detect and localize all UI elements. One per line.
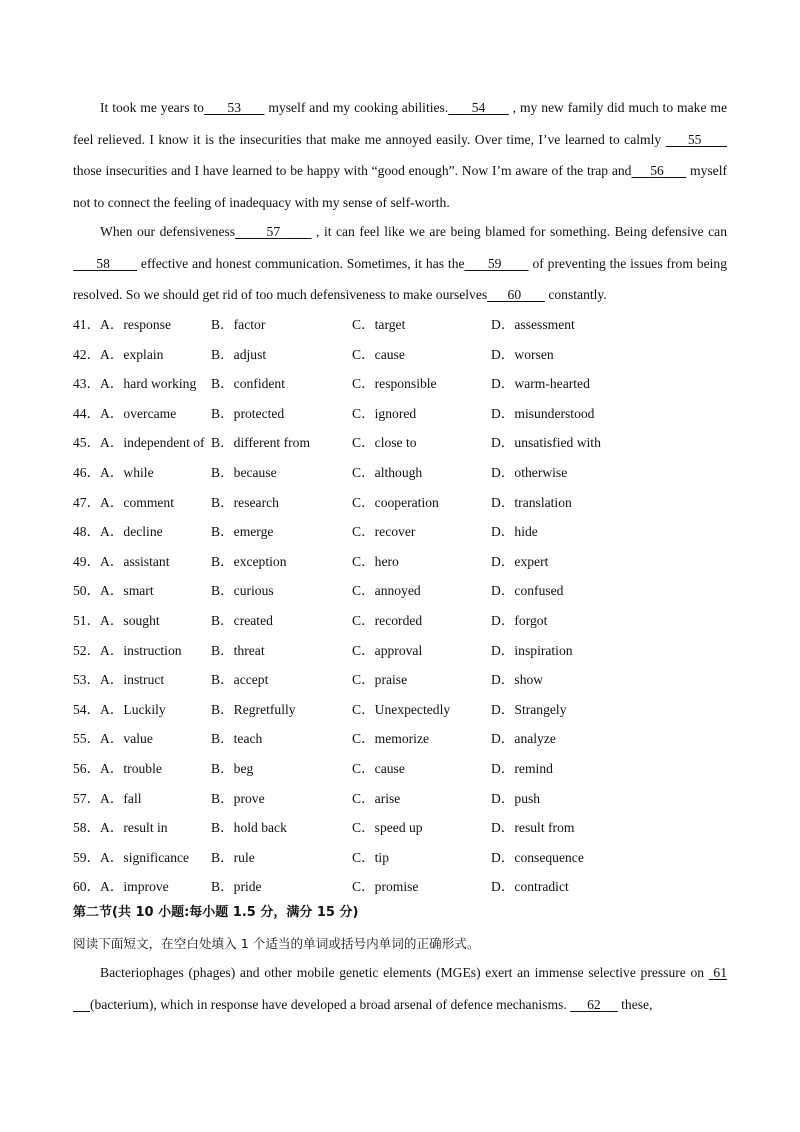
question-row-41 [73,310,727,340]
option-d: D．forgot [491,612,548,628]
question-row-60 [73,872,727,902]
option-a: A．instruct [100,672,165,688]
question-row-54 [73,695,727,725]
option-b: B．accept [211,672,269,688]
text-segment: (bacterium), which in response have developed a broad arsenal of defence mechanisms. [90,996,571,1012]
option-b: B．curious [211,583,274,599]
question-row-57 [73,784,727,814]
option-b: B．prove [211,790,265,806]
option-a: A．fall [100,790,142,806]
option-c: C．cause [352,346,405,362]
option-b: B．confident [211,376,285,392]
question-number: 50． [73,583,101,599]
text-segment: constantly. [544,287,607,303]
blank-59: 59 [487,255,502,271]
option-d: D．misunderstood [491,405,595,421]
option-a: A．response [100,317,171,332]
text-segment: myself and my cooking abilities. [264,100,449,115]
blank-57: 57 [266,224,281,239]
option-b: B．research [211,494,279,510]
option-b: B．pride [211,879,262,895]
option-c: C．recorded [352,612,423,628]
option-d: D．otherwise [491,464,568,480]
option-c: C．approval [352,642,423,658]
question-row-47 [73,488,727,518]
text-segment: myself not to connect the feeling of inadequacy with my sense of self-worth. [73,163,727,210]
option-b: B．emerge [211,524,274,540]
question-number: 46． [73,464,101,480]
text-segment: It took me years to [100,100,204,115]
question-number: 58． [73,820,101,836]
option-b: B．threat [211,642,265,658]
question-number: 56． [73,760,101,776]
option-d: D．confused [491,583,564,599]
question-row-53 [73,665,727,695]
blank-56: 56 [650,163,664,179]
option-d: D．consequence [491,849,584,865]
option-d: D．warm-hearted [491,376,590,392]
option-d: D．worsen [491,346,554,362]
option-d: D．inspiration [491,642,573,658]
question-row-48 [73,517,727,547]
option-b: B．exception [211,553,287,569]
option-a: A．improve [100,879,169,895]
question-number: 44． [73,405,101,421]
option-b: B．beg [211,760,254,776]
option-c: C．cause [352,760,405,776]
option-c: C．close to [352,435,417,451]
option-a: A．value [100,731,153,747]
text-segment: those insecurities and I have learned to be happy with “good enough”. Now I’m aware of the trap and [73,163,632,179]
option-b: B．Regretfully [211,701,296,717]
option-b: B．factor [211,317,266,332]
option-d: D．contradict [491,879,569,895]
option-b: B．adjust [211,346,267,362]
question-number: 41． [73,317,101,332]
question-row-59 [73,843,727,873]
options-list [73,310,727,902]
option-a: A．sought [100,612,160,628]
option-a: A．instruction [100,642,182,658]
option-c: C．Unexpectedly [352,701,451,717]
blank-54: 54 [471,100,486,115]
option-c: C．praise [352,672,408,688]
text-segment: Bacteriophages (phages) and other mobile genetic elements (MGEs) exert an immense selective pressure on [100,965,709,980]
option-a: A．hard working [100,376,197,392]
option-c: C．responsible [352,376,437,392]
option-c: C．annoyed [352,583,421,599]
option-a: A．smart [100,583,154,599]
option-d: D．push [491,790,541,806]
option-a: A．overcame [100,405,177,421]
option-d: D．assessment [491,317,575,332]
blank-55: 55 [687,131,702,147]
passage-paragraph-1 [73,92,727,218]
question-number: 59． [73,849,101,865]
option-d: D．Strangely [491,701,567,717]
question-number: 52． [73,642,101,658]
text-segment: When our defensiveness [100,224,236,239]
text-segment: these, [617,996,653,1012]
text-segment: , it can feel like we are being blamed for something. Being defensive can [311,224,727,239]
blank-53: 53 [227,100,242,115]
option-a: A．result in [100,820,168,836]
option-d: D．analyze [491,731,556,747]
passage-paragraph-3 [73,957,727,1020]
section-instruction: 阅读下面短文，在空白处填入 1 个适当的单词或括号内单词的正确形式。 [73,936,480,951]
question-number: 53． [73,672,101,688]
question-row-42 [73,340,727,370]
option-c: C．ignored [352,405,417,421]
question-row-45 [73,428,727,458]
option-a: A．while [100,464,154,480]
question-row-43 [73,369,727,399]
passage-paragraph-2 [73,216,727,311]
option-b: B．different from [211,435,311,451]
question-row-52 [73,636,727,666]
option-d: D．translation [491,494,572,510]
option-b: B．rule [211,849,255,865]
option-c: C．target [352,317,406,332]
option-c: C．promise [352,879,419,895]
option-c: C．arise [352,790,401,806]
option-c: C．tip [352,849,390,865]
option-b: B．hold back [211,820,287,836]
option-d: D．show [491,672,544,688]
option-c: C．cooperation [352,494,439,510]
option-a: A．explain [100,346,164,362]
option-b: B．because [211,464,277,480]
text-segment: effective and honest communication. Sometimes, it has the [137,255,465,271]
option-d: D．remind [491,760,553,776]
blank-58: 58 [96,255,110,271]
option-d: D．expert [491,553,549,569]
text-segment: , my new family did much to make me feel relieved. I know it is the insecurities that make me annoyed easily. Over time, I’ve learned to calmly [73,100,727,147]
question-number: 57． [73,790,101,806]
option-c: C．speed up [352,820,423,836]
question-number: 55． [73,731,101,747]
blank-61: 61 [713,965,727,980]
option-c: C．memorize [352,731,430,747]
question-row-58 [73,813,727,843]
option-a: A．assistant [100,553,170,569]
question-number: 45． [73,435,101,451]
text-segment: of preventing the issues from being resolved. So we should get rid of too much defensiveness to make ourselves [73,255,728,303]
option-c: C．recover [352,524,416,540]
question-row-46 [73,458,727,488]
option-d: D．unsatisfied with [491,435,601,451]
question-number: 49． [73,553,101,569]
option-b: B．teach [211,731,263,747]
question-row-49 [73,547,727,577]
option-b: B．created [211,612,273,628]
option-c: C．although [352,464,423,480]
question-row-55 [73,724,727,754]
question-number: 48． [73,524,101,540]
option-d: D．hide [491,524,538,540]
blank-62: 62 [587,996,601,1012]
option-c: C．hero [352,553,399,569]
question-row-51 [73,606,727,636]
question-row-56 [73,754,727,784]
option-d: D．result from [491,820,575,836]
question-number: 60． [73,879,101,895]
question-number: 42． [73,346,101,362]
question-number: 47． [73,494,101,510]
question-number: 54． [73,701,101,717]
section-heading: 第二节(共 10 小题:每小题 1.5 分，满分 15 分) [73,905,359,920]
option-a: A．Luckily [100,701,166,717]
option-a: A．comment [100,494,174,510]
option-b: B．protected [211,405,285,421]
option-a: A．decline [100,524,163,540]
question-number: 51． [73,612,101,628]
option-a: A．independent of [100,435,205,451]
question-row-44 [73,399,727,429]
option-a: A．trouble [100,760,162,776]
question-number: 43． [73,376,101,392]
question-row-50 [73,576,727,606]
option-a: A．significance [100,849,190,865]
blank-60: 60 [507,287,522,303]
